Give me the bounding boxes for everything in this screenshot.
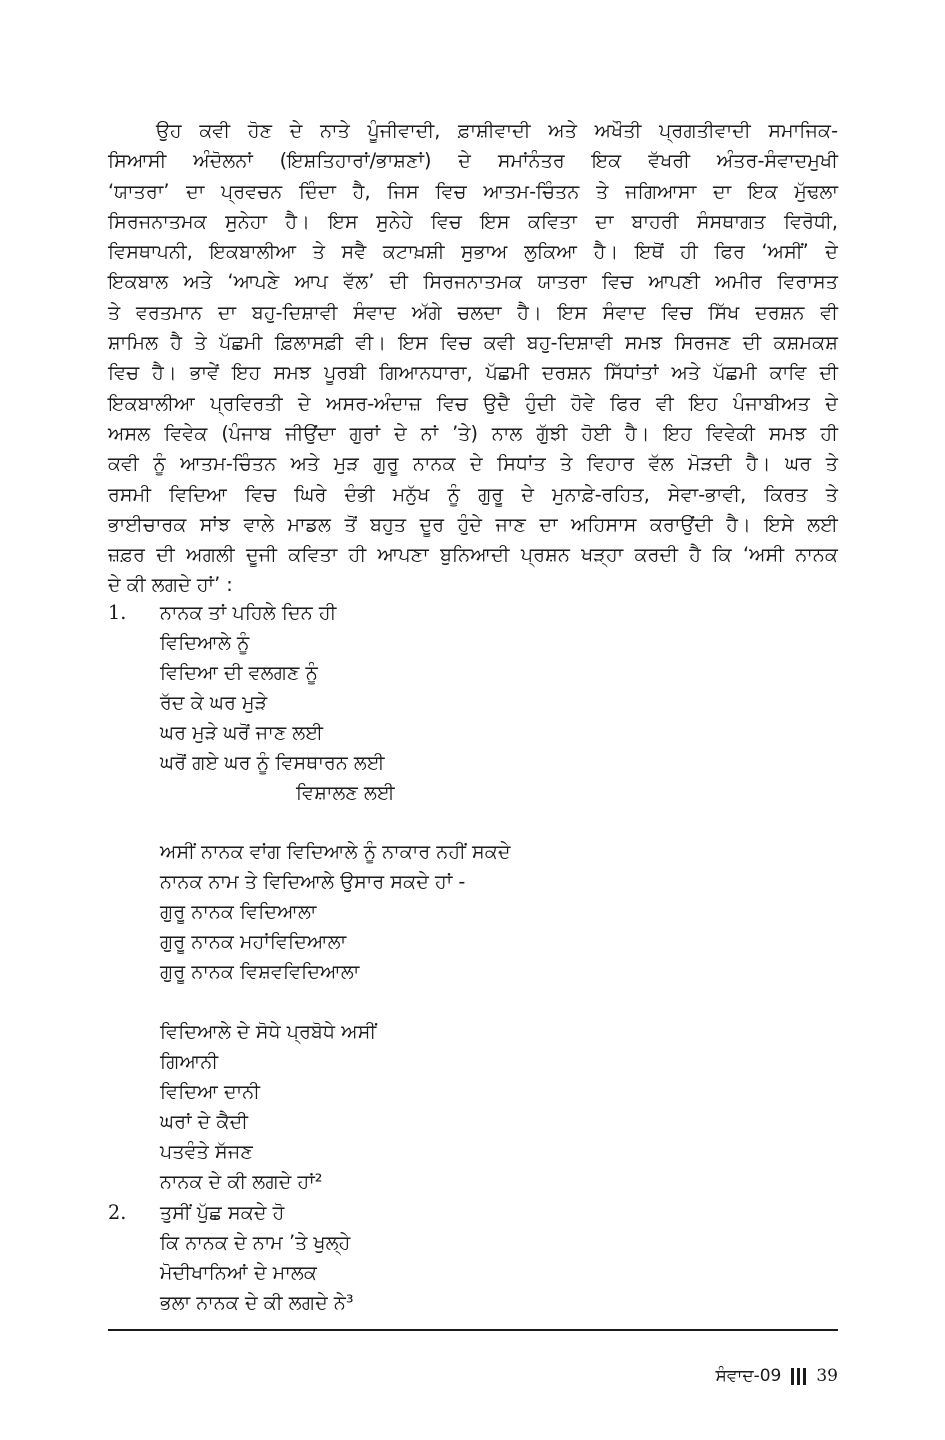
paragraph-line: ਸ਼ਾਮਿਲ ਹੈ ਤੇ ਪੱਛਮੀ ਫ਼ਿਲਾਸਫ਼ੀ ਵੀ। ਇਸ ਵਿਚ ਕਵੀ ਬਹੁ-ਦਿਸ਼ਾਵੀ ਸਮਝ ਸਿਰਜਣ ਦੀ ਕਸ਼ਮਕਸ਼ [108, 331, 838, 355]
poem-line-text: ਭਲਾ ਨਾਨਕ ਦੇ ਕੀ ਲਗਦੇ ਨੇ³ [160, 1291, 354, 1314]
paragraph-line: ਕਵੀ ਨੂੰ ਆਤਮ-ਚਿੰਤਨ ਅਤੇ ਮੁੜ ਗੁਰੂ ਨਾਨਕ ਦੇ ਸਿਧਾਂਤ ਤੇ ਵਿਹਾਰ ਵੱਲ ਮੋੜਦੀ ਹੈ। ਘਰ ਤੇ [108, 452, 838, 476]
poem-line-text: ਘਰਾਂ ਦੇ ਕੈਦੀ [160, 1110, 249, 1133]
poem-line-text: ਗੁਰੂ ਨਾਨਕ ਵਿਸ਼ਵਵਿਦਿਆਲਾ [160, 960, 360, 983]
paragraph-line: ਵਿਸਥਾਪਨੀ, ਇਕਬਾਲੀਆ ਤੇ ਸਵੈ ਕਟਾਖ਼ਸ਼ੀ ਸੁਭਾਅ ਲੁਕਿਆ ਹੈ। ਇਥੋਂ ਹੀ ਫਿਰ ‘ਅਸੀਂ’ ਦੇ [108, 240, 838, 264]
paragraph-line: ਉਹ ਕਵੀ ਹੋਣ ਦੇ ਨਾਤੇ ਪੂੰਜੀਵਾਦੀ, ਫ਼ਾਸ਼ੀਵਾਦੀ ਅਤੇ ਅਖੌਤੀ ਪ੍ਰਗਤੀਵਾਦੀ ਸਮਾਜਿਕ- [156, 119, 838, 142]
poem-line-text: ਘਰੋਂ ਗਏ ਘਰ ਨੂੰ ਵਿਸਥਾਰਨ ਲਈ [160, 751, 385, 774]
paragraph-line: ਭਾਈਚਾਰਕ ਸਾਂਝ ਵਾਲੇ ਮਾਡਲ ਤੋਂ ਬਹੁਤ ਦੂਰ ਹੁੰਦੇ ਜਾਣ ਦਾ ਅਹਿਸਾਸ ਕਰਾਉਂਦੀ ਹੈ। ਇਸੇ ਲਈ [108, 512, 838, 536]
poem-line-text: ਕਿ ਨਾਨਕ ਦੇ ਨਾਮ ’ਤੇ ਖੁਲ੍ਹੇ [160, 1231, 351, 1254]
paragraph-line: ਰਸਮੀ ਵਿਦਿਆ ਵਿਚ ਘਿਰੇ ਦੰਭੀ ਮਨੁੱਖ ਨੂੰ ਗੁਰੂ ਦੇ ਮੁਨਾਫ਼ੇ-ਰਹਿਤ, ਸੇਵਾ-ਭਾਵੀ, ਕਿਰਤ ਤੇ [108, 482, 838, 506]
paragraph-line: ਇਕਬਾਲ ਅਤੇ ‘ਆਪਣੇ ਆਪ ਵੱਲ’ ਦੀ ਸਿਰਜਨਾਤਮਕ ਯਾਤਰਾ ਵਿਚ ਆਪਣੀ ਅਮੀਰ ਵਿਰਾਸਤ [108, 270, 839, 294]
page-footer [716, 1366, 839, 1386]
poem-line-text: ਘਰ ਮੁੜੇ ਘਰੋਂ ਜਾਣ ਲਈ [160, 721, 324, 744]
poem-line-text: ਤੁਸੀਂ ਪੁੱਛ ਸਕਦੇ ਹੋ [160, 1201, 285, 1224]
poem-line-text: ਵਿਸ਼ਾਲਣ ਲਈ [296, 781, 395, 804]
poem-line-text: ਨਾਨਕ ਦੇ ਕੀ ਲਗਦੇ ਹਾਂ² [160, 1170, 323, 1193]
poem-line-text: ਗੁਰੂ ਨਾਨਕ ਵਿਦਿਆਲਾ [160, 900, 317, 923]
poem-line-text: ਗਿਆਨੀ [160, 1050, 219, 1073]
paragraph-line: ਇਕਬਾਲੀਆ ਪ੍ਰਵਿਰਤੀ ਦੇ ਅਸਰ-ਅੰਦਾਜ਼ ਵਿਚ ਉਦੈ ਹੁੰਦੀ ਹੋਵੇ ਫਿਰ ਵੀ ਇਹ ਪੰਜਾਬੀਅਤ ਦੇ [108, 391, 838, 415]
poem-line-text: ਵਿਦਿਆ ਦੀ ਵਲਗਣ ਨੂੰ [160, 661, 319, 684]
poem-line-text: ਵਿਦਿਆਲੇ ਨੂੰ [160, 631, 250, 654]
separator-bars-icon [791, 1368, 806, 1385]
poem-line-text: ਵਿਦਿਆਲੇ ਦੇ ਸੋਧੇ ਪ੍ਰਬੋਧੇ ਅਸੀਂ [160, 1020, 377, 1043]
paragraph-line: ਵਿਚ ਹੈ। ਭਾਵੇਂ ਇਹ ਸਮਝ ਪੂਰਬੀ ਗਿਆਨਧਾਰਾ, ਪੱਛਮੀ ਦਰਸ਼ਨ ਸਿੱਧਾਂਤਾਂ ਅਤੇ ਪੱਛਮੀ ਕਾਵਿ ਦੀ [108, 361, 838, 385]
poem-line-text: ਨਾਨਕ ਤਾਂ ਪਹਿਲੇ ਦਿਨ ਹੀ [160, 601, 337, 624]
poem-line-text: ਨਾਨਕ ਨਾਮ ਤੇ ਵਿਦਿਆਲੇ ਉਸਾਰ ਸਕਦੇ ਹਾਂ - [160, 870, 466, 893]
paragraph-line: ਸਿਆਸੀ ਅੰਦੋਲਨਾਂ (ਇਸ਼ਤਿਹਾਰਾਂ/ਭਾਸ਼ਣਾਂ) ਦੇ ਸਮਾਂਨੰਤਰ ਇਕ ਵੱਖਰੀ ਅੰਤਰ-ਸੰਵਾਦਮੁਖੀ [108, 149, 838, 173]
paragraph-line: ਦੇ ਕੀ ਲਗਦੇ ਹਾਂ’ : [108, 573, 233, 597]
paragraph-line: ਸਿਰਜਨਾਤਮਕ ਸੁਨੇਹਾ ਹੈ। ਇਸ ਸੁਨੇਹੇ ਵਿਚ ਇਸ ਕਵਿਤਾ ਦਾ ਬਾਹਰੀ ਸੰਸਥਾਗਤ ਵਿਰੋਧੀ, [108, 209, 838, 233]
poem-line-text: ਗੁਰੂ ਨਾਨਕ ਮਹਾਂਵਿਦਿਆਲਾ [160, 930, 347, 953]
journal-name: ਸੰਵਾਦ-09 [715, 1366, 782, 1386]
body-paragraph [108, 116, 838, 601]
paragraph-line: ਤੇ ਵਰਤਮਾਨ ਦਾ ਬਹੁ-ਦਿਸ਼ਾਵੀ ਸੰਵਾਦ ਅੱਗੇ ਚਲਦਾ ਹੈ। ਇਸ ਸੰਵਾਦ ਵਿਚ ਸਿੱਖ ਦਰਸ਼ਨ ਵੀ [108, 300, 838, 324]
poem-line-text: ਵਿਦਿਆ ਦਾਨੀ [160, 1080, 261, 1103]
poem-line-text: ਰੱਦ ਕੇ ਘਰ ਮੁੜੇ [160, 691, 268, 714]
page-number: 39 [816, 1366, 838, 1386]
poem-line-text: ਮੋਦੀਖਾਨਿਆਂ ਦੇ ਮਾਲਕ [160, 1261, 317, 1284]
paragraph-line: ਜ਼ਫ਼ਰ ਦੀ ਅਗਲੀ ਦੂਜੀ ਕਵਿਤਾ ਹੀ ਆਪਣਾ ਬੁਨਿਆਦੀ ਪ੍ਰਸ਼ਨ ਖੜ੍ਹਾ ਕਰਦੀ ਹੈ ਕਿ ‘ਅਸੀ ਨਾਨਕ [108, 543, 838, 567]
poem-line-text: ਅਸੀਂ ਨਾਨਕ ਵਾਂਗ ਵਿਦਿਆਲੇ ਨੂੰ ਨਾਕਾਰ ਨਹੀਂ ਸਕਦੇ [160, 840, 511, 863]
paragraph-line: ‘ਯਾਤਰਾ’ ਦਾ ਪ੍ਰਵਚਨ ਦਿੰਦਾ ਹੈ, ਜਿਸ ਵਿਚ ਆਤਮ-ਚਿੰਤਨ ਤੇ ਜਗਿਆਸਾ ਦਾ ਇਕ ਮੁੱਢਲਾ [108, 179, 838, 203]
poem-line-text: ਪਤਵੰਤੇ ਸੱਜਣ [160, 1140, 253, 1163]
footer-divider [108, 1329, 838, 1331]
poem-number: 1. [108, 601, 127, 624]
poem-number: 2. [108, 1201, 127, 1224]
paragraph-line: ਅਸਲ ਵਿਵੇਕ (ਪੰਜਾਬ ਜੀਉਂਦਾ ਗੁਰਾਂ ਦੇ ਨਾਂ ’ਤੇ) ਨਾਲ ਗੁੱਝੀ ਹੋਈ ਹੈ। ਇਹ ਵਿਵੇਕੀ ਸਮਝ ਹੀ [108, 421, 838, 445]
